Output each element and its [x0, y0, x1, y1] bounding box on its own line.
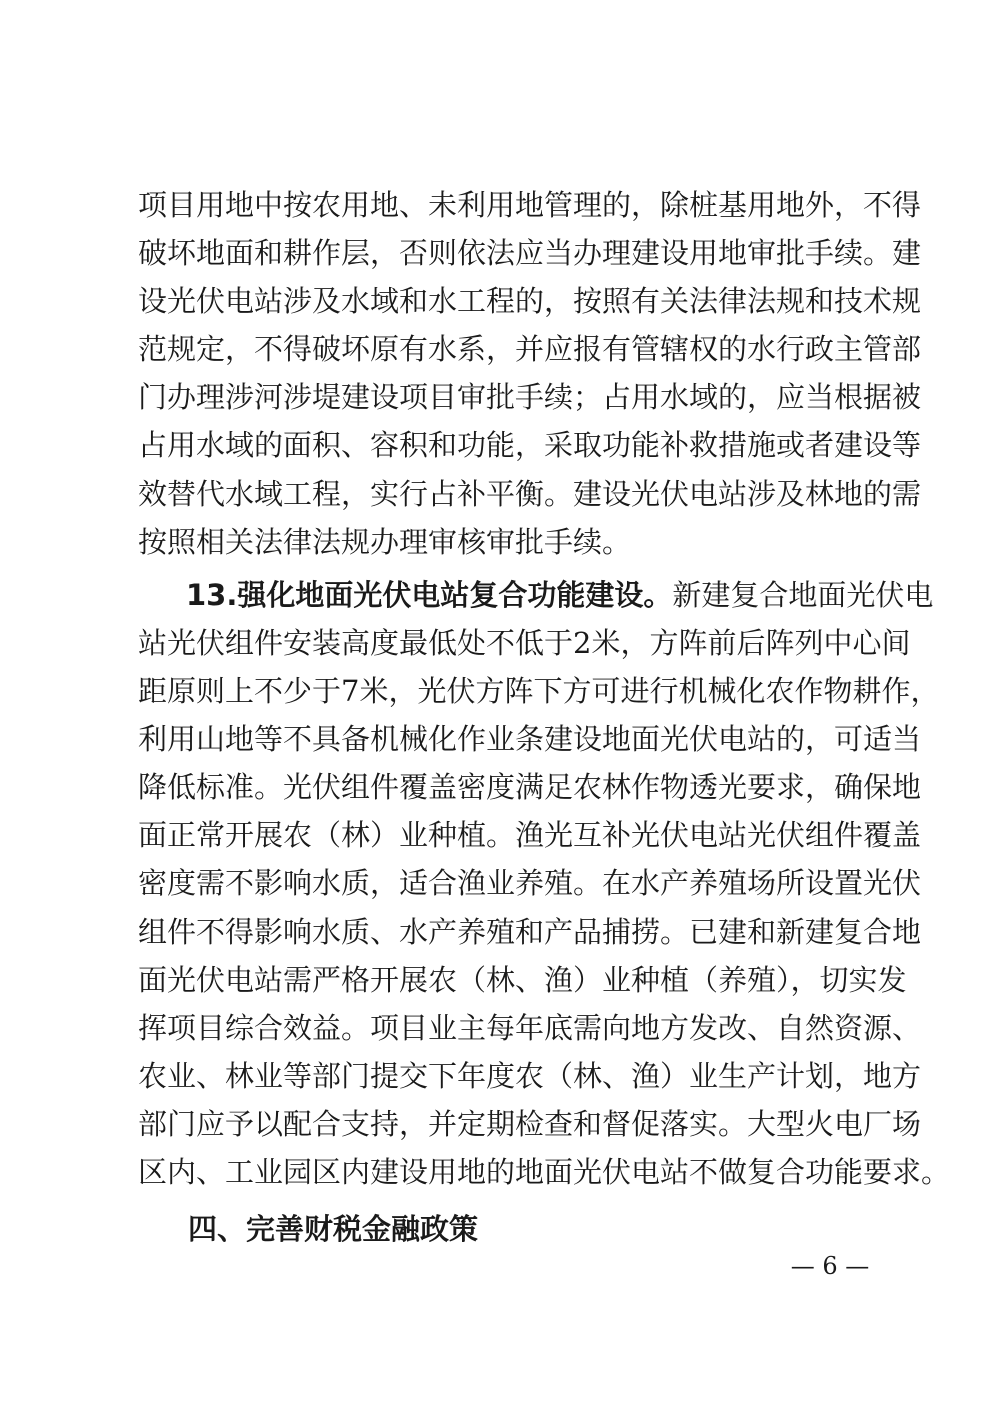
- text-line: 农业、林业等部门提交下年度农（林、渔）业生产计划，地方: [138, 1059, 922, 1093]
- text-line: 设光伏电站涉及水域和水工程的，按照有关法律法规和技术规: [138, 284, 922, 318]
- text-line: 面光伏电站需严格开展农（林、渔）业种植（养殖），切实发: [138, 963, 907, 997]
- text-line: 占用水域的面积、容积和功能，采取功能补救措施或者建设等: [138, 428, 922, 462]
- text-line: 组件不得影响水质、水产养殖和产品捕捞。已建和新建复合地: [138, 915, 922, 949]
- text-line: 按照相关法律法规办理审核审批手续。: [138, 525, 632, 559]
- text-line: 密度需不影响水质，适合渔业养殖。在水产养殖场所设置光伏: [138, 866, 922, 900]
- item-13-title: 13.强化地面光伏电站复合功能建设。: [186, 578, 673, 612]
- section-heading: 四、完善财税金融政策: [188, 1212, 479, 1246]
- text-line: 范规定，不得破坏原有水系，并应报有管辖权的水行政主管部: [138, 332, 922, 366]
- text-line: 部门应予以配合支持，并定期检查和督促落实。大型火电厂场: [138, 1107, 922, 1141]
- text-line: 项目用地中按农用地、未利用地管理的，除桩基用地外，不得: [138, 188, 922, 222]
- text-line: 效替代水域工程，实行占补平衡。建设光伏电站涉及林地的需: [138, 477, 922, 511]
- text-line: 破坏地面和耕作层，否则依法应当办理建设用地审批手续。建: [138, 236, 922, 270]
- text-line: 区内、工业园区内建设用地的地面光伏电站不做复合功能要求。: [138, 1155, 951, 1189]
- text-line: 挥项目综合效益。项目业主每年底需向地方发改、自然资源、: [138, 1011, 922, 1045]
- text-line: 面正常开展农（林）业种植。渔光互补光伏电站光伏组件覆盖: [138, 818, 922, 852]
- text-line: 降低标准。光伏组件覆盖密度满足农林作物透光要求，确保地: [138, 770, 922, 804]
- text-line: 门办理涉河涉堤建设项目审批手续；占用水域的，应当根据被: [138, 380, 922, 414]
- text-line: 距原则上不少于7米，光伏方阵下方可进行机械化农作物耕作，: [138, 674, 940, 708]
- text-line: 站光伏组件安装高度最低处不低于2米，方阵前后阵列中心间: [138, 626, 911, 660]
- text-line: 利用山地等不具备机械化作业条建设地面光伏电站的，可适当: [138, 722, 922, 756]
- item-13-text: 新建复合地面光伏电: [672, 578, 934, 612]
- text-line-first: [186, 571, 934, 619]
- page-number: — 6 —: [790, 1252, 870, 1280]
